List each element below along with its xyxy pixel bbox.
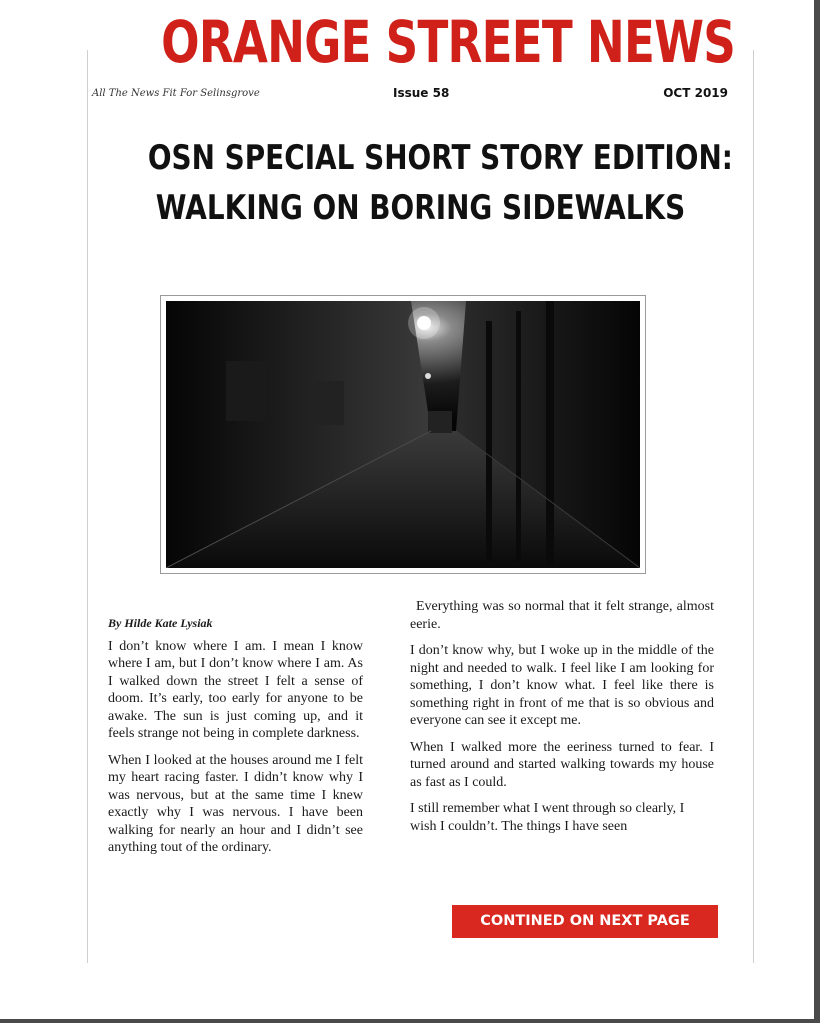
article-paragraph: When I looked at the houses around me I felt my heart racing faster. I didn’t know why I was nervous, but at the same time I knew exactly why I was nervous. I have been walking for nearly an hour and I didn’t see anything tout of the ordinary. bbox=[108, 752, 363, 855]
article-column-left bbox=[108, 615, 363, 866]
article-paragraph: I still remember what I went through so clearly, I wish I couldn’t. The things I have seen bbox=[410, 801, 685, 834]
issue-number: Issue 58 bbox=[393, 86, 450, 100]
headline-line-1: OSN SPECIAL SHORT STORY EDITION: bbox=[147, 138, 733, 178]
article-paragraph: I don’t know why, but I woke up in the middle of the night and needed to walk. I feel like I am looking for something, I don’t know what. I feel like there is something right in front of me that is so obvious and everyone can see it except me. bbox=[410, 643, 714, 728]
issue-date: OCT 2019 bbox=[663, 86, 728, 100]
article-paragraph: Everything was so normal that it felt strange, almost eerie. bbox=[410, 599, 714, 632]
continued-next-page-button[interactable]: CONTINED ON NEXT PAGE bbox=[452, 905, 718, 938]
masthead-title: ORANGE STREET NEWS bbox=[161, 8, 736, 76]
article-byline: By Hilde Kate Lysiak bbox=[108, 616, 213, 630]
article-column-right bbox=[410, 598, 714, 844]
headline-line-2: WALKING ON BORING SIDEWALKS bbox=[155, 188, 686, 228]
window-edge-right bbox=[814, 0, 820, 1023]
page-headline bbox=[88, 133, 753, 233]
masthead-tagline: All The News Fit For Selinsgrove bbox=[92, 88, 260, 99]
dark-alley-photo-icon bbox=[166, 301, 640, 568]
page-margin-right bbox=[753, 50, 754, 963]
article-paragraph: I don’t know where I am. I mean I know where I am, but I don’t know where I am. As I walked down the street I felt a sense of doom. It’s early, too early for anyone to be awake. The sun is just coming up, and it feels strange not being in complete darkness. bbox=[108, 638, 363, 741]
window-edge-bottom bbox=[0, 1019, 820, 1023]
article-photo bbox=[160, 295, 646, 574]
article-paragraph: When I walked more the eeriness turned to fear. I turned around and started walking towards my house as fast as I could. bbox=[410, 739, 714, 790]
